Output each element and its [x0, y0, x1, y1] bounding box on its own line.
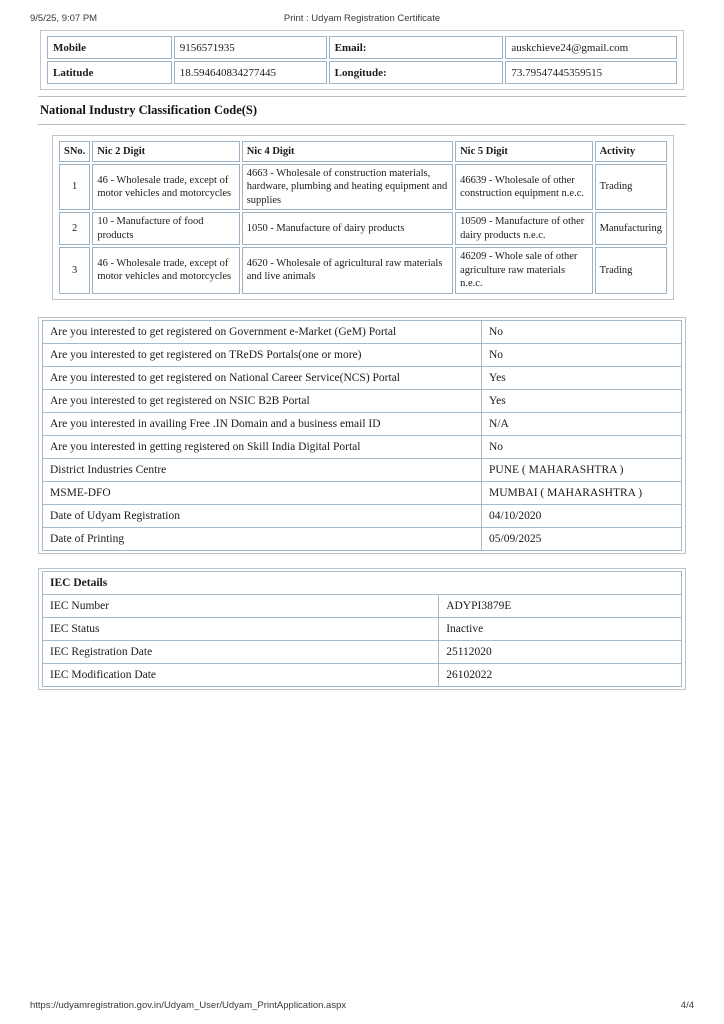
email-value: auskchieve24@gmail.com	[505, 36, 677, 59]
contact-row-2	[47, 61, 677, 84]
nic-5digit: 10509 - Manufacture of other dairy products n.e.c.	[455, 212, 592, 245]
print-title: Print : Udyam Registration Certificate	[283, 13, 441, 24]
nic-sno: 1	[59, 164, 90, 210]
footer-page-number: 4/4	[680, 1000, 694, 1011]
nic-row	[59, 164, 667, 210]
nic-header-activity: Activity	[595, 141, 667, 162]
info-label: Date of Printing	[43, 527, 482, 550]
info-row	[43, 527, 682, 550]
nic-5digit: 46639 - Wholesale of other construction equipment n.e.c.	[455, 164, 592, 210]
info-answer: No	[482, 435, 682, 458]
iec-value: 25112020	[439, 640, 682, 663]
nic-row	[59, 212, 667, 245]
nic-2digit: 10 - Manufacture of food products	[92, 212, 239, 245]
iec-label: IEC Registration Date	[43, 640, 439, 663]
nic-5digit: 46209 - Whole sale of other agriculture raw materials n.e.c.	[455, 247, 592, 293]
info-value: 05/09/2025	[482, 527, 682, 550]
iec-section-heading: IEC Details	[43, 571, 682, 594]
nic-header-2digit: Nic 2 Digit	[92, 141, 239, 162]
info-row	[43, 343, 682, 366]
iec-details-table	[42, 571, 682, 687]
info-label: Date of Udyam Registration	[43, 504, 482, 527]
info-question: Are you interested to get registered on National Career Service(NCS) Portal	[43, 366, 482, 389]
nic-row	[59, 247, 667, 293]
nic-4digit: 1050 - Manufacture of dairy products	[242, 212, 453, 245]
iec-details-box	[38, 568, 686, 690]
latitude-value: 18.594640834277445	[174, 61, 327, 84]
info-answer: No	[482, 343, 682, 366]
nic-section-heading: National Industry Classification Code(S)	[40, 103, 258, 117]
nic-activity: Trading	[595, 247, 667, 293]
info-question: Are you interested to get registered on Government e-Market (GeM) Portal	[43, 320, 482, 343]
nic-sno: 2	[59, 212, 90, 245]
info-label: MSME-DFO	[43, 481, 482, 504]
info-value: PUNE ( MAHARASHTRA )	[482, 458, 682, 481]
nic-4digit: 4620 - Wholesale of agricultural raw materials and live animals	[242, 247, 453, 293]
info-row	[43, 412, 682, 435]
info-question: Are you interested to get registered on NSIC B2B Portal	[43, 389, 482, 412]
info-label: District Industries Centre	[43, 458, 482, 481]
info-row	[43, 504, 682, 527]
info-value: MUMBAI ( MAHARASHTRA )	[482, 481, 682, 504]
nic-table-box	[52, 135, 674, 300]
info-question: Are you interested in availing Free .IN Domain and a business email ID	[43, 412, 482, 435]
nic-header-4digit: Nic 4 Digit	[242, 141, 453, 162]
iec-value: ADYPI3879E	[439, 594, 682, 617]
info-row	[43, 320, 682, 343]
info-answer: N/A	[482, 412, 682, 435]
iec-row	[43, 617, 682, 640]
info-answer: No	[482, 320, 682, 343]
footer-url: https://udyamregistration.gov.in/Udyam_User/Udyam_PrintApplication.aspx	[30, 1000, 347, 1011]
email-label: Email:	[329, 36, 504, 59]
longitude-label: Longitude:	[329, 61, 504, 84]
nic-activity: Trading	[595, 164, 667, 210]
contact-table-box	[40, 30, 684, 90]
registration-info-table	[42, 320, 682, 551]
nic-4digit: 4663 - Wholesale of construction materials, hardware, plumbing and heating equipment and supplies	[242, 164, 453, 210]
info-row	[43, 435, 682, 458]
info-answer: Yes	[482, 389, 682, 412]
nic-header-sno: SNo.	[59, 141, 90, 162]
iec-label: IEC Modification Date	[43, 663, 439, 686]
nic-table	[57, 139, 669, 296]
iec-row	[43, 640, 682, 663]
iec-row	[43, 594, 682, 617]
iec-header-row	[43, 571, 682, 594]
nic-2digit: 46 - Wholesale trade, except of motor vehicles and motorcycles	[92, 247, 239, 293]
print-footer	[30, 1000, 694, 1011]
contact-table	[45, 34, 679, 86]
info-row	[43, 366, 682, 389]
registration-info-box	[38, 317, 686, 554]
print-datetime: 9/5/25, 9:07 PM	[30, 13, 98, 24]
iec-label: IEC Number	[43, 594, 439, 617]
info-question: Are you interested to get registered on TReDS Portals(one or more)	[43, 343, 482, 366]
longitude-value: 73.79547445359515	[505, 61, 677, 84]
mobile-value: 9156571935	[174, 36, 327, 59]
nic-sno: 3	[59, 247, 90, 293]
divider-top	[38, 96, 686, 97]
divider-under-heading	[38, 124, 686, 125]
iec-label: IEC Status	[43, 617, 439, 640]
mobile-label: Mobile	[47, 36, 172, 59]
nic-header-5digit: Nic 5 Digit	[455, 141, 592, 162]
nic-header-row	[59, 141, 667, 162]
contact-row-1	[47, 36, 677, 59]
iec-row	[43, 663, 682, 686]
info-row	[43, 481, 682, 504]
latitude-label: Latitude	[47, 61, 172, 84]
iec-value: 26102022	[439, 663, 682, 686]
info-question: Are you interested in getting registered on Skill India Digital Portal	[43, 435, 482, 458]
info-row	[43, 458, 682, 481]
nic-activity: Manufacturing	[595, 212, 667, 245]
info-row	[43, 389, 682, 412]
iec-value: Inactive	[439, 617, 682, 640]
info-answer: Yes	[482, 366, 682, 389]
info-value: 04/10/2020	[482, 504, 682, 527]
print-header	[30, 13, 694, 24]
nic-2digit: 46 - Wholesale trade, except of motor vehicles and motorcycles	[92, 164, 239, 210]
